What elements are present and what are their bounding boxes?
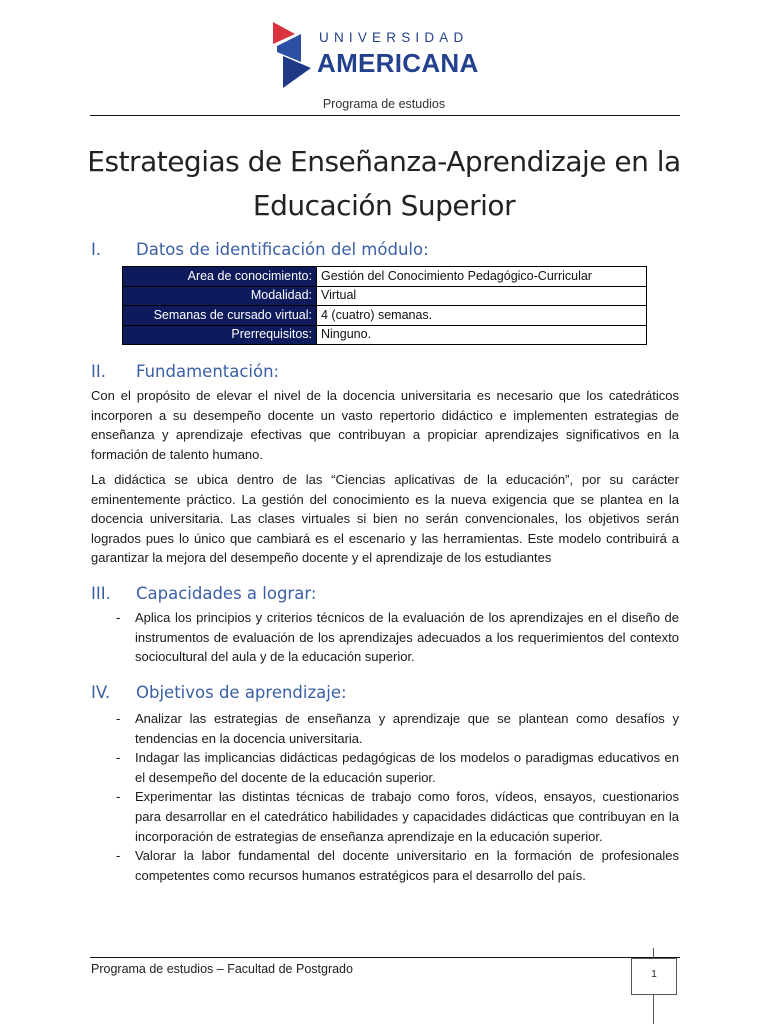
title-line-1: Estrategias de Enseñanza-Aprendizaje en la xyxy=(87,145,681,178)
capacidades-list xyxy=(91,608,679,667)
table-value: Gestión del Conocimiento Pedagógico-Curricular xyxy=(317,267,647,287)
header-label: Programa de estudios xyxy=(322,97,446,111)
table-key: Modalidad: xyxy=(123,286,317,306)
section-number: IV. xyxy=(91,683,111,702)
header-divider xyxy=(90,115,680,116)
identification-table xyxy=(122,266,647,345)
logo-mark-icon xyxy=(273,22,313,88)
list-item-text: Indagar las implicancias didácticas pedagógicas de los modelos o paradigmas educativos en el desempeño del docente de la educación superior. xyxy=(135,750,679,785)
table-row xyxy=(123,325,647,345)
table-row xyxy=(123,306,647,326)
document-title xyxy=(60,140,708,228)
table-row xyxy=(123,267,647,287)
section-title: Datos de identificación del módulo: xyxy=(136,240,429,259)
list-item-text: Aplica los principios y criterios técnicos de la evaluación de los aprendizajes en el diseño de instrumentos de evaluación de los aprendizajes adecuados a los requerimientos del contexto sociocultural del aula y de la educación superior. xyxy=(135,610,679,665)
page-number: 1 xyxy=(651,969,657,980)
bullet-dash: - xyxy=(116,610,121,625)
objetivos-list xyxy=(91,709,679,885)
section-title: Capacidades a lograr: xyxy=(136,584,317,603)
section-heading-fundamentacion xyxy=(91,362,279,381)
table-key: Area de conocimiento: xyxy=(123,267,317,287)
section-heading-identificacion xyxy=(91,240,429,259)
section-heading-capacidades xyxy=(91,584,316,603)
footer-text: Programa de estudios – Facultad de Postgrado xyxy=(91,962,353,976)
table-value: Virtual xyxy=(317,286,647,306)
title-line-2: Educación Superior xyxy=(252,189,516,222)
page-number-line xyxy=(653,995,654,1024)
page-number-line xyxy=(653,948,654,958)
logo-top-text: UNIVERSIDAD xyxy=(319,30,469,45)
fundamentacion-paragraph-2: La didáctica se ubica dentro de las “Ciencias aplicativas de la educación”, por su carácter eminentemente práctico. La gestión del conocimiento es la nueva exigencia que se plantea en la docencia universitaria. Las clases virtuales si bien no serán convencionales, los objetivos serán logrados pues lo único que cambiará es el escenario y las herramientas. Este modelo contribuirá a garantizar la mejora del desempeño docente y el aprendizaje de los estudiantes xyxy=(91,472,679,566)
page-number-box xyxy=(631,958,677,995)
section-number: I. xyxy=(91,240,102,259)
bullet-dash: - xyxy=(116,750,121,766)
logo-main-text: AMERICANA xyxy=(317,48,479,78)
list-item xyxy=(91,787,679,846)
table-row xyxy=(123,286,647,306)
list-item-text: Valorar la labor fundamental del docente universitario en la formación de profesionales competentes como recursos humanos estratégicos para el desarrollo del país. xyxy=(135,848,679,883)
bullet-dash: - xyxy=(116,711,121,726)
bullet-dash: - xyxy=(116,789,121,805)
list-item xyxy=(91,846,679,885)
list-item-text: Experimentar las distintas técnicas de trabajo como foros, vídeos, ensayos, cuestionarios para desarrollar en el catedrático habilidades y capacidades didácticas que contribuyan en la incorporación de estrategias de enseñanza aprendizaje en la educación superior. xyxy=(135,789,679,844)
section-number: III. xyxy=(91,584,111,603)
table-value: 4 (cuatro) semanas. xyxy=(317,306,647,326)
section-heading-objetivos xyxy=(91,683,347,702)
table-key: Prerrequisitos: xyxy=(123,325,317,345)
table-key: Semanas de cursado virtual: xyxy=(123,306,317,326)
list-item xyxy=(91,748,679,787)
university-logo xyxy=(273,22,503,90)
list-item xyxy=(91,709,679,748)
list-item-text: Analizar las estrategias de enseñanza y aprendizaje que se plantean como desafíos y tendencias en la docencia universitaria. xyxy=(135,711,679,746)
footer-divider xyxy=(90,957,680,958)
list-item xyxy=(91,608,679,667)
section-number: II. xyxy=(91,362,106,381)
fundamentacion-paragraph-1: Con el propósito de elevar el nivel de la docencia universitaria es necesario que los catedráticos incorporen a su desempeño docente un vasto repertorio didáctico e implementen estrategias de enseñanza y aprendizaje efectivas que contribuyan a propiciar aprendizajes significativos en la formación de talento humano. xyxy=(91,388,679,462)
section-title: Fundamentación: xyxy=(136,362,280,381)
bullet-dash: - xyxy=(116,848,121,864)
section-title: Objetivos de aprendizaje: xyxy=(136,683,347,702)
table-value: Ninguno. xyxy=(317,325,647,345)
